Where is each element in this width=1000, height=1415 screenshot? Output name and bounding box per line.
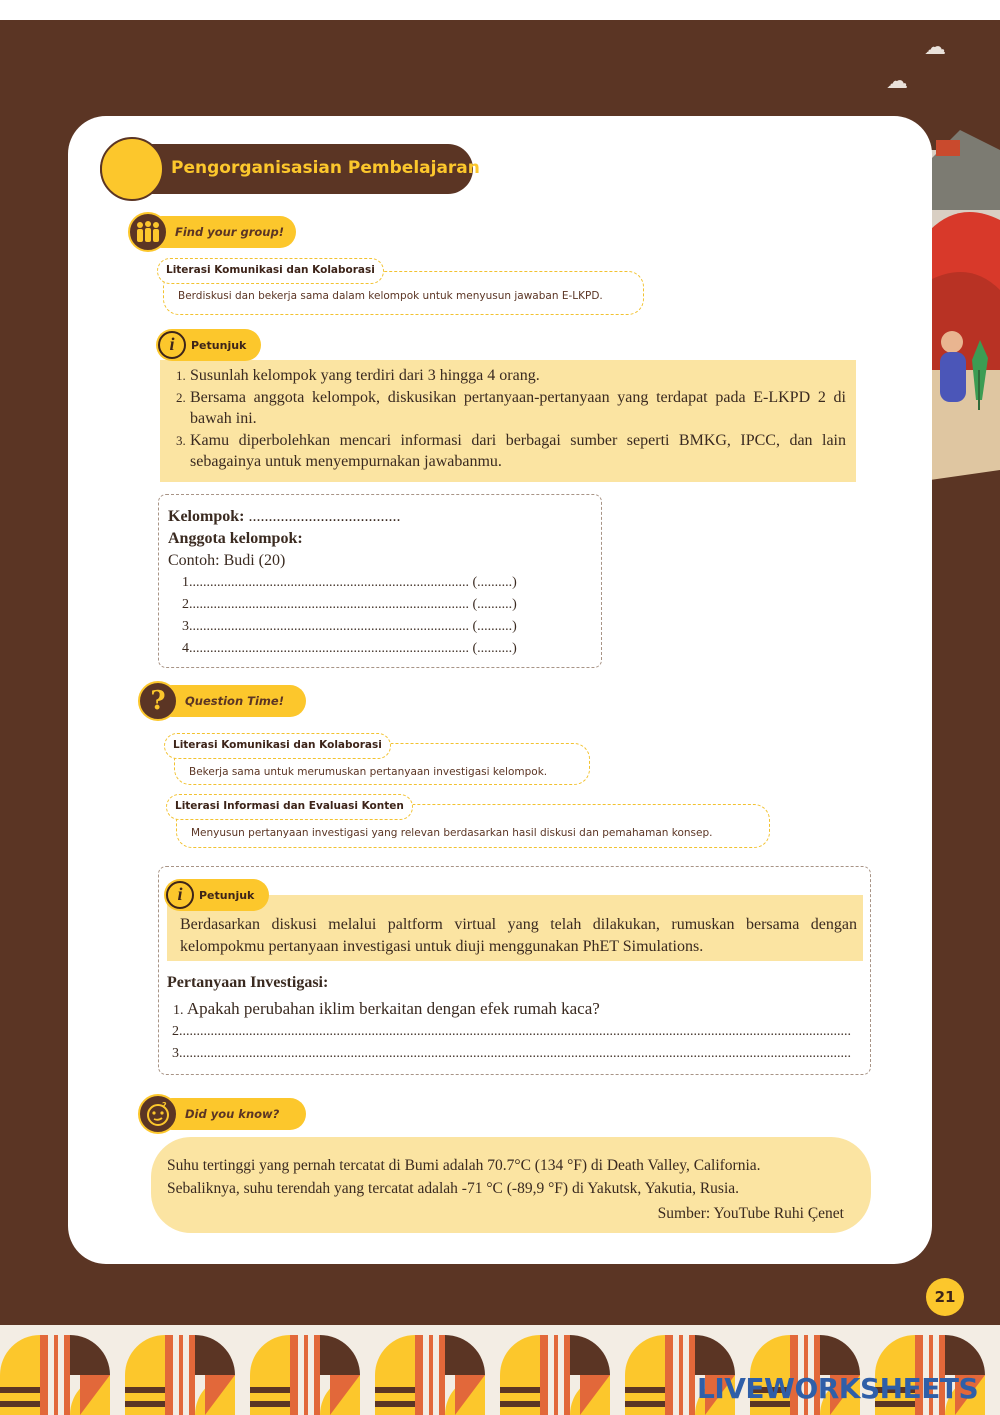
page-title: Pengorganisasian Pembelajaran — [171, 158, 480, 178]
member-row: 3................................................................................ (..........) — [182, 619, 517, 634]
instructions-box — [160, 360, 856, 482]
member-name-input[interactable]: ............................................................................... — [192, 641, 469, 656]
group-form — [158, 494, 602, 668]
fact-line: Suhu tertinggi yang pernah tercatat di Bumi adalah 70.7°C (134 °F) di Death Valley, California. — [167, 1157, 761, 1174]
question-1: 1. Apakah perubahan iklim berkaitan dengan efek rumah kaca? — [173, 999, 600, 1018]
question-2: 2................................................................................................................................................................................................ — [172, 1024, 851, 1039]
member-row: 2................................................................................ (..........) — [182, 597, 517, 612]
literasi-description: Menyusun pertanyaan investigasi yang relevan berdasarkan hasil diskusi dan pemahaman konsep. — [176, 804, 770, 848]
instruction-item: 3. Kamu diperbolehkan mencari informasi dari berbagai sumber seperti BMKG, IPCC, dan lain sebagainya untuk menyempurnakan jawabanmu. — [176, 431, 846, 470]
info-icon: i — [158, 331, 186, 359]
member-number-input[interactable]: (..........) — [472, 619, 517, 634]
literasi-description: Berdiskusi dan bekerja sama dalam kelompok untuk menyusun jawaban E-LKPD. — [163, 271, 644, 315]
instruction-item: 1. Susunlah kelompok yang terdiri dari 3 hingga 4 orang. — [176, 367, 540, 384]
instructions-box: Berdasarkan diskusi melalui paltform virtual yang telah dilakukan, rumuskan bersama dengan kelompokmu pertanyaan investigasi untuk diuji menggunakan PhET Simulations. — [167, 895, 863, 961]
member-name-input[interactable]: ............................................................................... — [192, 619, 469, 634]
question-3: 3................................................................................................................................................................................................ — [172, 1046, 851, 1061]
thinking-face-icon — [138, 1094, 178, 1134]
watermark-logo: LIVEWORKSHEETS — [697, 1372, 979, 1405]
member-row: 4................................................................................ (..........) — [182, 641, 517, 656]
investigation-heading: Pertanyaan Investigasi: — [167, 974, 329, 991]
member-name-input[interactable]: ............................................................................... — [192, 597, 469, 612]
fact-source: Sumber: YouTube Ruhi Çenet — [657, 1205, 844, 1222]
instruction-item: 2. Bersama anggota kelompok, diskusikan pertanyaan-pertanyaan yang terdapat pada E-LKPD 2 di bawah ini. — [176, 388, 846, 427]
info-icon: i — [166, 881, 194, 909]
kelompok-label: Kelompok: — [168, 508, 245, 525]
member-number-input[interactable]: (..........) — [472, 575, 517, 590]
literasi-tag: Literasi Komunikasi dan Kolaborasi — [157, 258, 384, 284]
member-number-input[interactable]: (..........) — [472, 641, 517, 656]
member-number-input[interactable]: (..........) — [472, 597, 517, 612]
question-time-label: Question Time! — [185, 694, 284, 708]
svg-text:?: ? — [162, 1101, 167, 1110]
member-name-input[interactable]: ............................................................................... — [192, 575, 469, 590]
literasi-tag: Literasi Informasi dan Evaluasi Konten — [166, 794, 413, 820]
petunjuk-label: Petunjuk — [191, 339, 247, 352]
question-3-input[interactable]: ............................................................................................................................................................................................... — [182, 1046, 851, 1061]
literasi-description: Bekerja sama untuk merumuskan pertanyaan investigasi kelompok. — [174, 743, 590, 785]
page-number: 21 — [926, 1278, 964, 1316]
member-row: 1................................................................................ (..........) — [182, 575, 517, 590]
climate-illustration — [930, 120, 1000, 490]
cloud-icon: ☁ — [886, 68, 908, 93]
kelompok-input[interactable]: ...................................... — [248, 508, 401, 525]
example-text: Contoh: Budi (20) — [168, 552, 286, 569]
title-circle — [100, 137, 164, 201]
group-icon — [128, 212, 168, 252]
literasi-tag: Literasi Komunikasi dan Kolaborasi — [164, 733, 391, 759]
fact-line: Sebaliknya, suhu terendah yang tercatat adalah -71 °C (-89,9 °F) di Yakutsk, Yakutia, Rusia. — [167, 1180, 740, 1197]
question-2-input[interactable]: ............................................................................................................................................................................................... — [182, 1024, 851, 1039]
petunjuk-label: Petunjuk — [199, 889, 255, 902]
cloud-icon: ☁ — [924, 34, 946, 59]
did-you-know-label: Did you know? — [185, 1107, 280, 1121]
find-group-label: Find your group! — [175, 225, 284, 239]
anggota-label: Anggota kelompok: — [168, 530, 303, 547]
question-icon: ? — [138, 681, 178, 721]
